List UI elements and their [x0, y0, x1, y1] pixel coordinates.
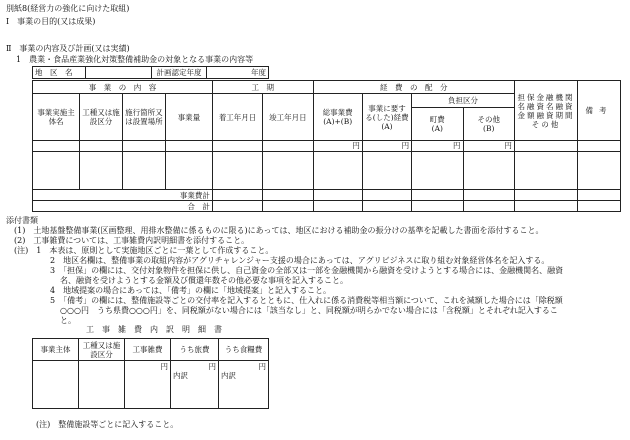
bd-ryohi-uchiwake: 内訳	[173, 371, 188, 380]
bd-shokuryo-unit: 円	[258, 362, 266, 371]
data-cell[interactable]	[362, 190, 411, 201]
data-cell[interactable]	[362, 201, 411, 212]
data-cell[interactable]	[212, 141, 262, 152]
section-1-heading: Ⅰ 事業の目的(又は成果)	[6, 17, 96, 26]
data-cell[interactable]	[263, 152, 313, 190]
breakdown-footnote: (注) 整備施設等ごとに記入すること。	[36, 420, 179, 429]
col-chakko-header: 着工年月日	[212, 94, 262, 141]
district-label: 地 区 名	[33, 67, 86, 79]
data-cell[interactable]	[578, 190, 621, 201]
col-basho-header: 施行箇所又は設置場所	[122, 94, 165, 141]
data-cell[interactable]	[578, 141, 621, 152]
jigyo-hi-label: 事業費計	[33, 190, 213, 201]
tanpo-header: 担保金融機関名融資名融資金額融資期間その他	[514, 81, 577, 141]
data-cell[interactable]	[212, 152, 262, 190]
col-shunko-header: 竣工年月日	[263, 94, 313, 141]
data-cell[interactable]	[514, 201, 577, 212]
col-sonota-header	[463, 108, 514, 141]
caution-5b: ○○○円 うち県費○○○円」を、同税額がない場合には「該当なし」と、同税額が明らかでない場合には「含税額」とそれぞれ記入するこ	[60, 306, 558, 315]
section-2-heading: Ⅱ 事業の内容及び計画(又は実績)	[6, 44, 130, 53]
data-cell[interactable]	[80, 141, 123, 152]
breakdown-table	[32, 338, 269, 409]
data-cell[interactable]	[412, 152, 463, 190]
data-cell[interactable]	[313, 201, 362, 212]
bd-ryohi-cell[interactable]	[171, 361, 219, 409]
futan-label: 負担区分	[448, 96, 478, 105]
caution-5a: 5 「備考」の欄には、整備施設等ごとの交付率を記入するとともに、仕入れに係る消費税等相当額について、これを減額した場合には「除税額	[50, 296, 563, 305]
district-value-cell[interactable]	[86, 67, 152, 79]
bd-zappi-cell[interactable]	[125, 361, 171, 409]
col-futan-header	[412, 94, 515, 108]
col-machi-header	[412, 108, 463, 141]
data-cell[interactable]	[122, 152, 165, 190]
data-cell[interactable]	[412, 201, 463, 212]
souhi-unit[interactable]: 円	[313, 141, 362, 152]
bd-ryohi-unit: 円	[208, 362, 216, 371]
data-cell[interactable]	[578, 152, 621, 190]
bikou-header: 備考	[578, 81, 621, 141]
bd-koushu-cell[interactable]	[79, 361, 125, 409]
data-cell[interactable]	[514, 141, 577, 152]
data-cell[interactable]	[122, 141, 165, 152]
caution-2: 2 地区名欄は、整備事業の取組内容がアグリチャレンジャー支援の場合にあっては、アグリビジネスに取り組む対象経営体名を記入する。	[50, 256, 550, 265]
col-ryou-header: 事業量	[165, 94, 212, 141]
data-cell[interactable]	[362, 152, 411, 190]
group-keihi-header: 経 費 の 配 分	[313, 81, 514, 94]
data-cell[interactable]	[33, 152, 80, 190]
caution-1: (注) 1 本表は、原則として実施地区ごとに一葉として作成すること。	[14, 246, 274, 255]
district-table	[32, 66, 269, 79]
col-sonota-b: (B)	[483, 124, 495, 133]
data-cell[interactable]	[578, 201, 621, 212]
section-2-subheading: 1 農業・食品産業強化対策整備補助金の対象となる事業の内容等	[16, 55, 254, 64]
data-cell[interactable]	[165, 152, 212, 190]
caution-5c: と。	[60, 316, 76, 325]
col-hojo-a: (A)	[381, 121, 393, 131]
col-sonota-label: その他	[477, 115, 500, 124]
data-cell[interactable]	[463, 190, 514, 201]
bd-col-zappi: 工事雑費	[125, 339, 171, 361]
data-cell[interactable]	[263, 141, 313, 152]
breakdown-title: 工 事 雑 費 内 訳 明 細 書	[86, 325, 222, 334]
bd-zappi-unit: 円	[160, 362, 168, 371]
col-machi-label: 町費	[429, 115, 445, 124]
bd-col-ryohi: うち旅費	[171, 339, 219, 361]
goukei-label: 合 計	[33, 201, 213, 212]
data-cell[interactable]	[463, 152, 514, 190]
data-cell[interactable]	[412, 190, 463, 201]
bd-col-shutai: 事業主体	[33, 339, 79, 361]
caution-3b: 名、融資を受けようとする金額及び償還年数その他必要な事項を記入すること。	[60, 276, 348, 285]
sonota-unit[interactable]: 円	[463, 141, 514, 152]
col-hojo-header	[362, 94, 411, 141]
plan-year-label: 計画認定年度	[152, 67, 207, 79]
data-cell[interactable]	[463, 201, 514, 212]
data-cell[interactable]	[514, 190, 577, 201]
data-cell[interactable]	[313, 190, 362, 201]
data-cell[interactable]	[263, 201, 313, 212]
bd-shokuryo-cell[interactable]	[219, 361, 269, 409]
col-koushu-header: 工種又は施設区分	[80, 94, 123, 141]
data-cell[interactable]	[514, 152, 577, 190]
bd-shokuryo-uchiwake: 内訳	[221, 371, 236, 380]
col-machi-a: (A)	[431, 124, 443, 133]
caution-3a: 3 「担保」の欄には、交付対象物件を担保に供し、自己資金の全部又は一部を金融機関から融資を受けようとする場合には、金融機関名、融資	[50, 266, 564, 275]
data-cell[interactable]	[80, 152, 123, 190]
group-jigyo-header: 事 業 の 内 容	[33, 81, 213, 94]
data-cell[interactable]	[33, 141, 80, 152]
notes-heading: 添付書類	[6, 216, 38, 225]
group-kouki-header: 工 期	[212, 81, 313, 94]
bd-shutai-cell[interactable]	[33, 361, 79, 409]
plan-year-unit[interactable]: 年度	[207, 67, 269, 79]
bd-col-shokuryo: うち食糧費	[219, 339, 269, 361]
form-label: 別紙8(経営力の強化に向けた取組)	[6, 4, 130, 13]
machi-unit[interactable]: 円	[412, 141, 463, 152]
caution-4: 4 地域提案の場合にあっては、「備考」の欄に「地域提案」と記入すること。	[50, 286, 332, 295]
note-1: (1) 土地基盤整備事業(区画整理、用排水整備に係るものに限る)にあっては、地区における補助金の振分けの基準を記載した書面を添付すること。	[14, 226, 544, 235]
note-2: (2) 工事雑費については、工事雑費内訳明細書を添付すること。	[14, 236, 250, 245]
bd-col-koushu: 工種又は施設区分	[79, 339, 125, 361]
data-cell[interactable]	[313, 152, 362, 190]
data-cell[interactable]	[212, 190, 262, 201]
data-cell[interactable]	[212, 201, 262, 212]
main-table	[32, 80, 621, 212]
col-shutai-header: 事業実施主体名	[33, 94, 80, 141]
data-cell[interactable]	[165, 141, 212, 152]
hojo-unit[interactable]: 円	[362, 141, 411, 152]
data-cell[interactable]	[263, 190, 313, 201]
col-hojo-label: 事業に要する(した)経費	[365, 103, 409, 122]
col-souhi-header: 総事業費(A)+(B)	[313, 94, 362, 141]
